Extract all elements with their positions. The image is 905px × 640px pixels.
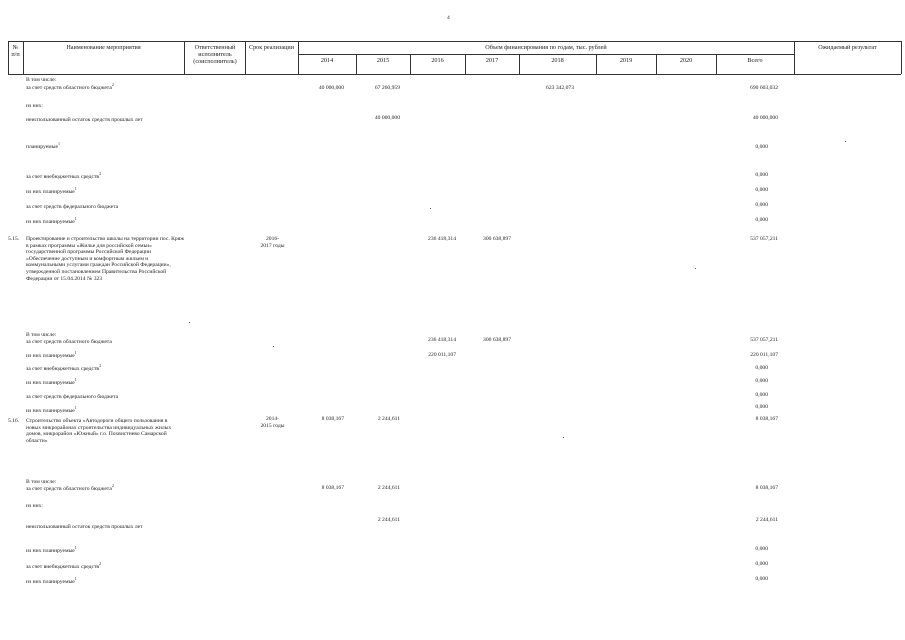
cell-total: 0,000 xyxy=(755,365,768,371)
item-term: 2016- 2017 годы xyxy=(260,236,285,249)
row-label: В том числе: xyxy=(26,332,57,338)
row-label: из них планируемые$^1$ xyxy=(26,377,77,386)
cell-total: 220 011,107 xyxy=(750,352,778,358)
cell-total: 2 244,611 xyxy=(755,517,778,523)
cell-2016: 220 011,107 xyxy=(428,352,456,358)
header-year-2020: 2020 xyxy=(679,57,693,64)
cell-total: 537 057,211 xyxy=(750,337,778,343)
row-label: за счет средств областного бюджета$^2$ xyxy=(26,82,114,91)
cell-2016: 236 418,314 xyxy=(428,236,456,242)
scan-speck xyxy=(430,208,431,209)
row-label: из них планируемые$^1$ xyxy=(26,576,77,585)
cell-2014: 8 038,167 xyxy=(321,416,344,422)
row-label: из них планируемые$^1$ xyxy=(26,216,77,225)
cell-total: 0,000 xyxy=(755,217,768,223)
header-col-funding: Объем финансирования по годам, тыс. рублей xyxy=(485,44,607,51)
header-col-term: Срок реализации xyxy=(248,44,295,51)
cell-2018: 623 342,073 xyxy=(546,85,574,91)
cell-total: 0,000 xyxy=(755,404,768,410)
row-label: за счет средств областного бюджета xyxy=(26,339,112,345)
item-number: 5.15. xyxy=(8,236,20,242)
header-vline xyxy=(901,41,902,74)
header-year-2015: 2015 xyxy=(376,57,390,64)
header-col-name: Наименование мероприятия xyxy=(66,44,141,51)
row-label: за счет внебюджетных средств$^2$ xyxy=(26,171,102,180)
cell-total: 0,000 xyxy=(755,172,768,178)
page-mark: 4 xyxy=(447,15,450,21)
scan-speck xyxy=(563,437,564,438)
cell-total: 0,000 xyxy=(755,561,768,567)
cell-2015: 40 000,000 xyxy=(374,115,400,121)
scan-speck xyxy=(273,346,274,347)
header-year-2016: 2016 xyxy=(431,57,444,64)
row-label: за счет внебюджетных средств$^2$ xyxy=(26,363,102,372)
row-label: за счет средств федерального бюджета xyxy=(26,394,119,400)
cell-2015: 2 244,611 xyxy=(377,416,400,422)
header-year-2017: 2017 xyxy=(485,57,499,64)
header-top-border xyxy=(8,41,901,42)
row-label: за счет средств областного бюджета$^2$ xyxy=(26,483,114,492)
header-years-border xyxy=(298,54,794,55)
row-label: за счет внебюджетных средств$^2$ xyxy=(26,561,102,570)
cell-total: 0,000 xyxy=(755,187,768,193)
scan-speck xyxy=(845,141,846,142)
row-label: В том числе: xyxy=(26,77,57,83)
header-col-responsible: Ответственный исполнитель (соисполнитель) xyxy=(193,44,237,65)
scan-speck xyxy=(189,322,190,323)
cell-total: 0,000 xyxy=(755,546,768,552)
cell-total: 690 603,032 xyxy=(750,85,778,91)
header-year-2018: 2018 xyxy=(551,57,564,64)
header-bottom-border xyxy=(8,74,901,75)
header-col-result: Ожидаемый результат xyxy=(818,44,877,51)
item-term: 2014- 2015 годы xyxy=(260,416,285,429)
cell-total: 0,000 xyxy=(755,378,768,384)
header-year-total: Всего xyxy=(747,57,763,64)
item-number: 5.16. xyxy=(8,418,20,424)
row-label: из них планируемые$^1$ xyxy=(26,350,77,359)
cell-total: 40 000,000 xyxy=(752,115,778,121)
row-label: за счет средств федерального бюджета xyxy=(26,204,119,210)
scan-speck xyxy=(695,268,696,269)
cell-total: 8 038,167 xyxy=(755,416,778,422)
cell-2017: 300 638,897 xyxy=(483,337,511,343)
header-year-2014: 2014 xyxy=(320,57,334,64)
row-label: неиспользованный остаток средств прошлых лет xyxy=(26,524,143,530)
item-name: Строительство объекта «Автодороги общего пользования в новых микрорайонах строительства индивидуальных жилых домов, микрорайон «Южный» г.о. Похвистнево Самарской области» xyxy=(26,418,172,444)
cell-2014: 8 038,167 xyxy=(321,485,344,491)
cell-2015: 2 244,611 xyxy=(377,517,400,523)
cell-2017: 300 638,897 xyxy=(483,236,511,242)
item-name: Проектирование и строительство школы на территории пос. Кряж в рамках программы «Жилье для российской семьи» государственной программы Российской Федерации «Обеспечение доступным и комфортным жильем и коммунальными услугами граждан Российской Федерации», утвержденной постановлением Правительства Российской Федерации от 15.04.2014 № 323 xyxy=(26,236,185,282)
cell-total: 0,000 xyxy=(755,144,768,150)
row-label: из них планируемые$^1$ xyxy=(26,405,77,414)
header-col-number: № п/п xyxy=(11,44,20,58)
cell-2015: 2 244,611 xyxy=(377,485,400,491)
cell-2014: 40 000,000 xyxy=(318,85,344,91)
row-label: из них планируемые$^1$ xyxy=(26,186,77,195)
row-label: из них: xyxy=(26,103,43,109)
cell-total: 0,000 xyxy=(755,202,768,208)
row-label: из них: xyxy=(26,503,43,509)
row-label: планируемые$^1$ xyxy=(26,141,60,150)
row-label: неиспользованный остаток средств прошлых лет xyxy=(26,117,143,123)
cell-2016: 236 418,314 xyxy=(428,337,456,343)
header-year-2019: 2019 xyxy=(619,57,633,64)
cell-total: 8 038,167 xyxy=(755,485,778,491)
row-label: В том числе: xyxy=(26,479,57,485)
cell-total: 0,000 xyxy=(755,392,768,398)
header-vline xyxy=(184,41,185,74)
cell-total: 537 057,211 xyxy=(750,236,778,242)
cell-2015: 67 260,959 xyxy=(374,85,400,91)
row-label: из них планируемые$^1$ xyxy=(26,545,77,554)
cell-total: 0,000 xyxy=(755,576,768,582)
